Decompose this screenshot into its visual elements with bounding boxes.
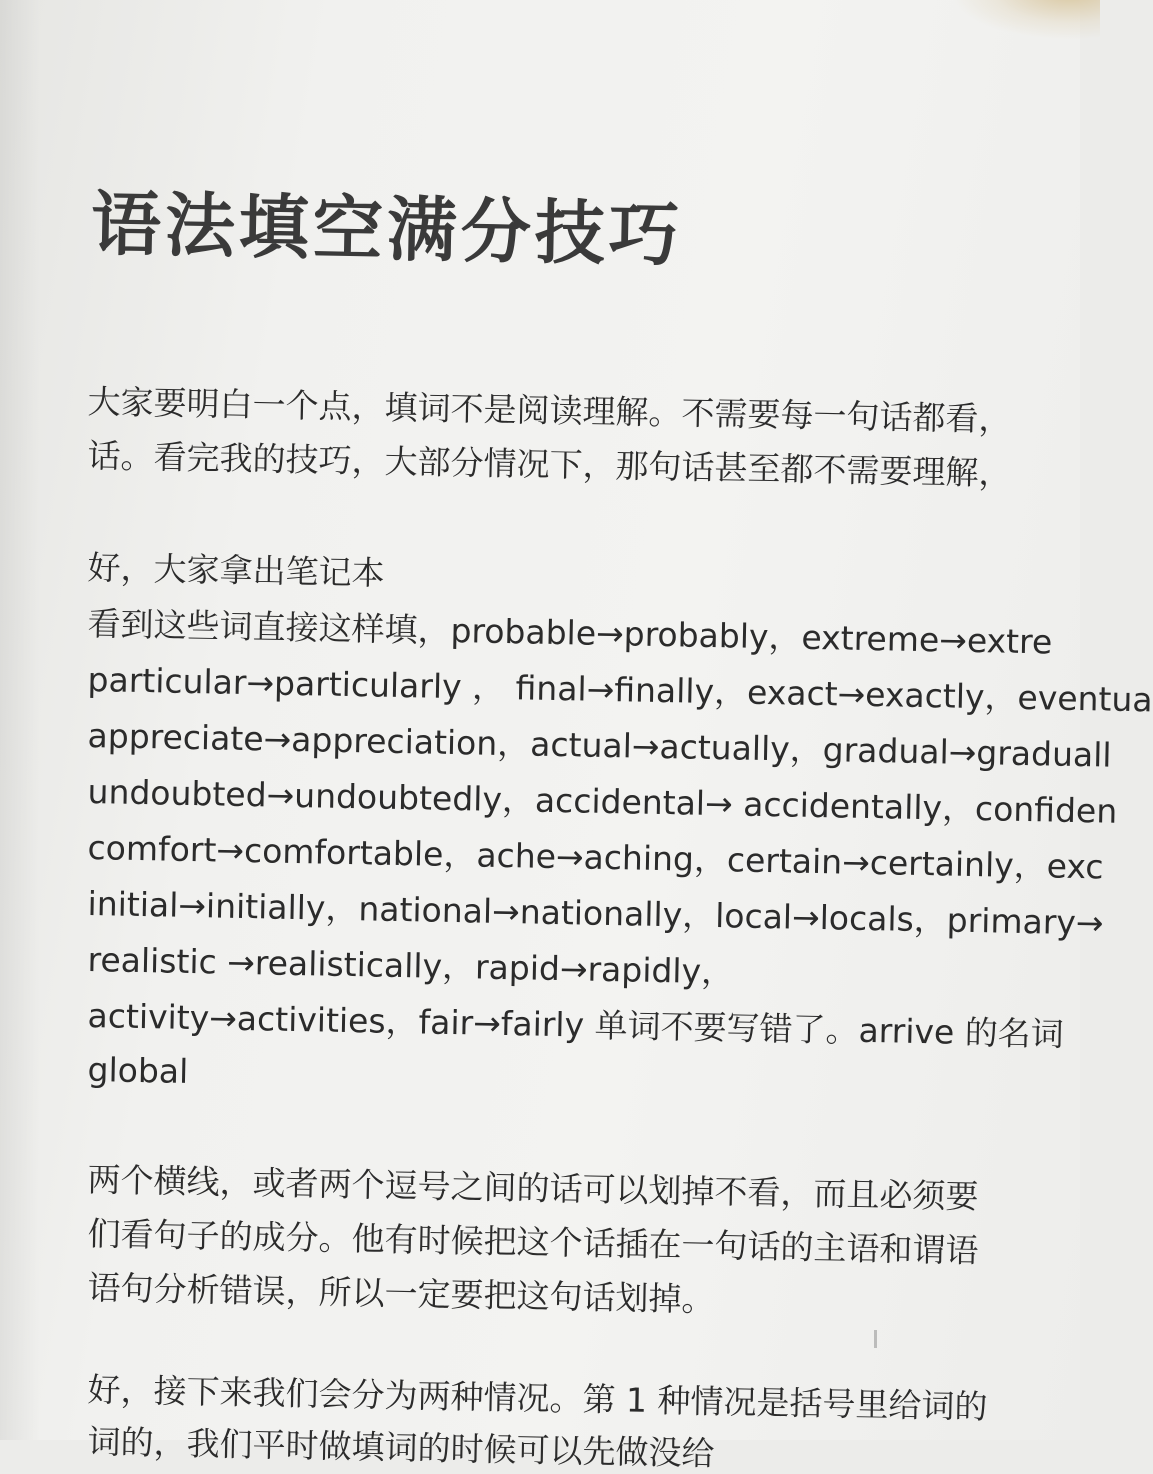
text-line: particular→particularly ， final→finally，exact→exactly，eventua: [87, 660, 1153, 720]
text-line: 好，接下来我们会分为两种情况。第 1 种情况是括号里给词的: [87, 1370, 988, 1427]
text-line: global: [87, 1050, 189, 1091]
text-line: activity→activities，fair→fairly 单词不要写错了。arrive 的名词: [87, 996, 1065, 1054]
text-line: undoubted→undoubtedly，accidental→ accidentally，confiden: [87, 772, 1118, 831]
text-line: 们看句子的成分。他有时候把这个话插在一句话的主语和谓语: [87, 1214, 979, 1271]
text-line: 词的，我们平时做填词的时候可以先做没给: [87, 1422, 715, 1474]
text-line: 两个横线，或者两个逗号之间的话可以划掉不看，而且必须要: [87, 1160, 979, 1217]
text-line: comfort→comfortable，ache→aching，certain→certainly，exc: [87, 828, 1104, 887]
text-line: initial→initially，national→nationally，local→locals，primary→: [87, 884, 1104, 943]
page-corner-shadow: [950, 0, 1100, 40]
page-title: 语法填空满分技巧: [90, 181, 684, 277]
text-line: 好，大家拿出笔记本: [87, 548, 385, 593]
text-line: realistic →realistically，rapid→rapidly，: [87, 940, 735, 992]
text-line: 语句分析错误，所以一定要把这句话划掉。: [87, 1268, 715, 1320]
page-edge-shadow: [0, 0, 40, 1440]
text-line: 话。看完我的技巧，大部分情况下，那句话甚至都不需要理解，: [87, 436, 1012, 493]
pencil-mark: [874, 1330, 877, 1348]
text-line: 大家要明白一个点，填词不是阅读理解。不需要每一句话都看，: [87, 382, 1012, 439]
text-line: 看到这些词直接这样填，probable→probably，extreme→extre: [87, 604, 1053, 662]
text-line: appreciate→appreciation，actual→actually，gradual→graduall: [87, 716, 1112, 775]
